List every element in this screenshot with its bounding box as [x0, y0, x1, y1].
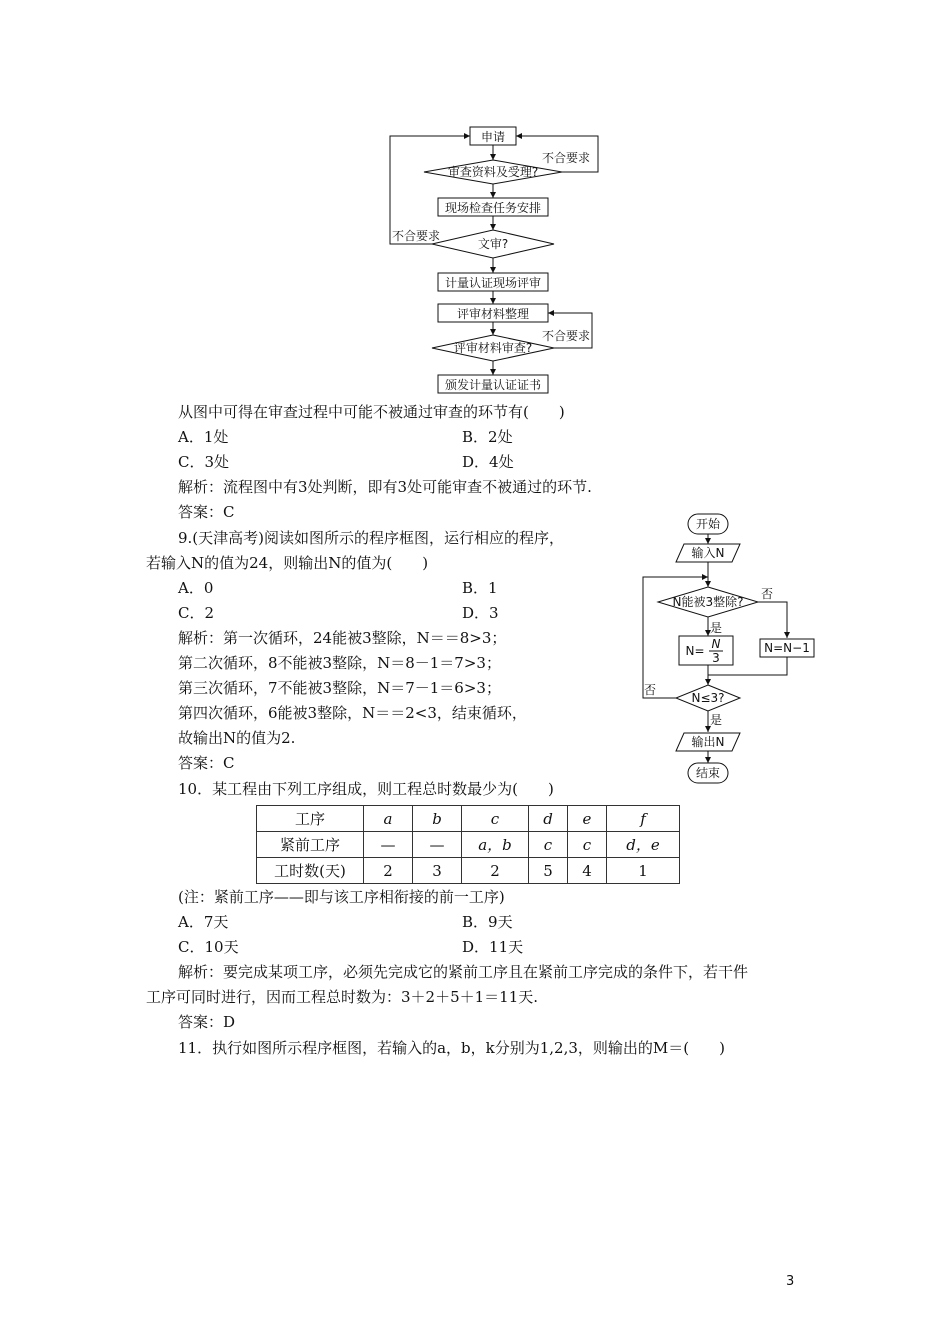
node-cond-divisible-label: N能被3整除? [672, 595, 744, 609]
assign1-lhs: N= [685, 644, 705, 658]
cond1-no-label: 否 [760, 587, 774, 601]
node-apply-label: 申请 [480, 130, 506, 144]
q10-option-b: B．9天 [462, 913, 513, 931]
table-cell: 工时数(天) [257, 858, 364, 884]
table-cell: c [529, 832, 568, 858]
cond1-yes-label: 是 [709, 621, 723, 635]
table-cell: 5 [529, 858, 568, 884]
q8-stem: 从图中可得在审查过程中可能不被通过审查的环节有( ) [178, 403, 565, 421]
cond2-no-label: 否 [643, 683, 657, 697]
node-site-task-label: 现场检查任务安排 [444, 201, 542, 215]
node-material-review-label: 评审材料审查? [453, 341, 533, 355]
q10-answer: 答案：D [178, 1013, 236, 1031]
node-review-materials-label: 审查资料及受理? [447, 165, 539, 179]
q10-option-a: A．7天 [178, 913, 229, 931]
node-issue-certificate-label: 颁发计量认证证书 [444, 378, 542, 392]
q9-stem-line1: 9.(天津高考)阅读如图所示的程序框图，运行相应的程序， [178, 529, 565, 547]
cond2-yes-label: 是 [709, 713, 723, 727]
q10-note: (注：紧前工序——即与该工序相衔接的前一工序) [178, 888, 505, 906]
assign1-numerator: N [711, 637, 721, 651]
q9-option-d: D．3 [462, 604, 499, 622]
q9-stem-line2: 若输入N的值为24，则输出N的值为( ) [146, 554, 429, 572]
q10-stem: 10．某工程由下列工序组成，则工程总时数最少为( ) [178, 780, 554, 798]
reject-label-1: 不合要求 [541, 151, 591, 165]
table-cell: b [413, 806, 462, 832]
node-start-label: 开始 [695, 517, 721, 531]
table-cell: d，e [607, 832, 680, 858]
q8-analysis: 解析：流程图中有3处判断，即有3处可能审查不被通过的环节. [178, 478, 592, 496]
table-cell: — [364, 832, 413, 858]
q8-answer: 答案：C [178, 503, 235, 521]
assign1-denominator: 3 [712, 651, 720, 665]
node-end-label: 结束 [695, 766, 721, 780]
table-cell: 工序 [257, 806, 364, 832]
node-cond-le3-label: N≤3? [691, 691, 725, 705]
q8-option-b: B．2处 [462, 428, 513, 446]
q9-option-c: C．2 [178, 604, 215, 622]
table-row [257, 832, 680, 858]
node-material-sort-label: 评审材料整理 [456, 307, 530, 321]
q9-analysis-line3: 第三次循环，7不能被3整除，N＝7－1＝6>3； [178, 679, 501, 697]
table-cell: 4 [568, 858, 607, 884]
q9-analysis-line4: 第四次循环，6能被3整除，N＝＝2<3，结束循环， [178, 704, 527, 722]
table-cell: 3 [413, 858, 462, 884]
table-cell: f [607, 806, 680, 832]
page-number: 3 [786, 1274, 795, 1289]
table-cell: — [413, 832, 462, 858]
q10-option-d: D．11天 [462, 938, 524, 956]
q8-option-a: A．1处 [178, 428, 229, 446]
q10-analysis-line1: 解析：要完成某项工序，必须先完成它的紧前工序且在紧前工序完成的条件下，若干件 [178, 963, 749, 981]
node-document-review-label: 文审? [477, 237, 509, 251]
q9-answer: 答案：C [178, 754, 235, 772]
q9-analysis-line5: 故输出N的值为2. [178, 729, 296, 747]
node-assign-minus-label: N=N−1 [764, 641, 810, 655]
table-cell: a [364, 806, 413, 832]
q10-option-c: C．10天 [178, 938, 239, 956]
process-table [256, 805, 680, 884]
table-cell: e [568, 806, 607, 832]
table-cell: 紧前工序 [257, 832, 364, 858]
table-row [257, 806, 680, 832]
q9-option-b: B．1 [462, 579, 498, 597]
q8-option-d: D．4处 [462, 453, 514, 471]
table-cell: a，b [462, 832, 529, 858]
q8-option-c: C．3处 [178, 453, 230, 471]
table-cell: 1 [607, 858, 680, 884]
q10-analysis-line2: 工序可同时进行，因而工程总时数为：3＋2＋5＋1＝11天. [146, 988, 539, 1006]
table-cell: d [529, 806, 568, 832]
node-input-label: 输入N [691, 546, 725, 560]
table-row [257, 858, 680, 884]
q9-analysis-line1: 解析：第一次循环，24能被3整除，N＝＝8>3； [178, 629, 507, 647]
table-cell: c [568, 832, 607, 858]
table-cell: c [462, 806, 529, 832]
node-site-evaluation-label: 计量认证现场评审 [444, 276, 542, 290]
reject-label-3: 不合要求 [541, 329, 591, 343]
table-cell: 2 [364, 858, 413, 884]
q9-analysis-line2: 第二次循环，8不能被3整除，N＝8－1＝7>3； [178, 654, 501, 672]
node-output-label: 输出N [691, 735, 725, 749]
reject-label-2: 不合要求 [391, 229, 441, 243]
q11-stem: 11．执行如图所示程序框图，若输入的a，b，k分别为1,2,3，则输出的M＝( ) [178, 1039, 725, 1057]
q9-option-a: A．0 [178, 579, 214, 597]
table-cell: 2 [462, 858, 529, 884]
